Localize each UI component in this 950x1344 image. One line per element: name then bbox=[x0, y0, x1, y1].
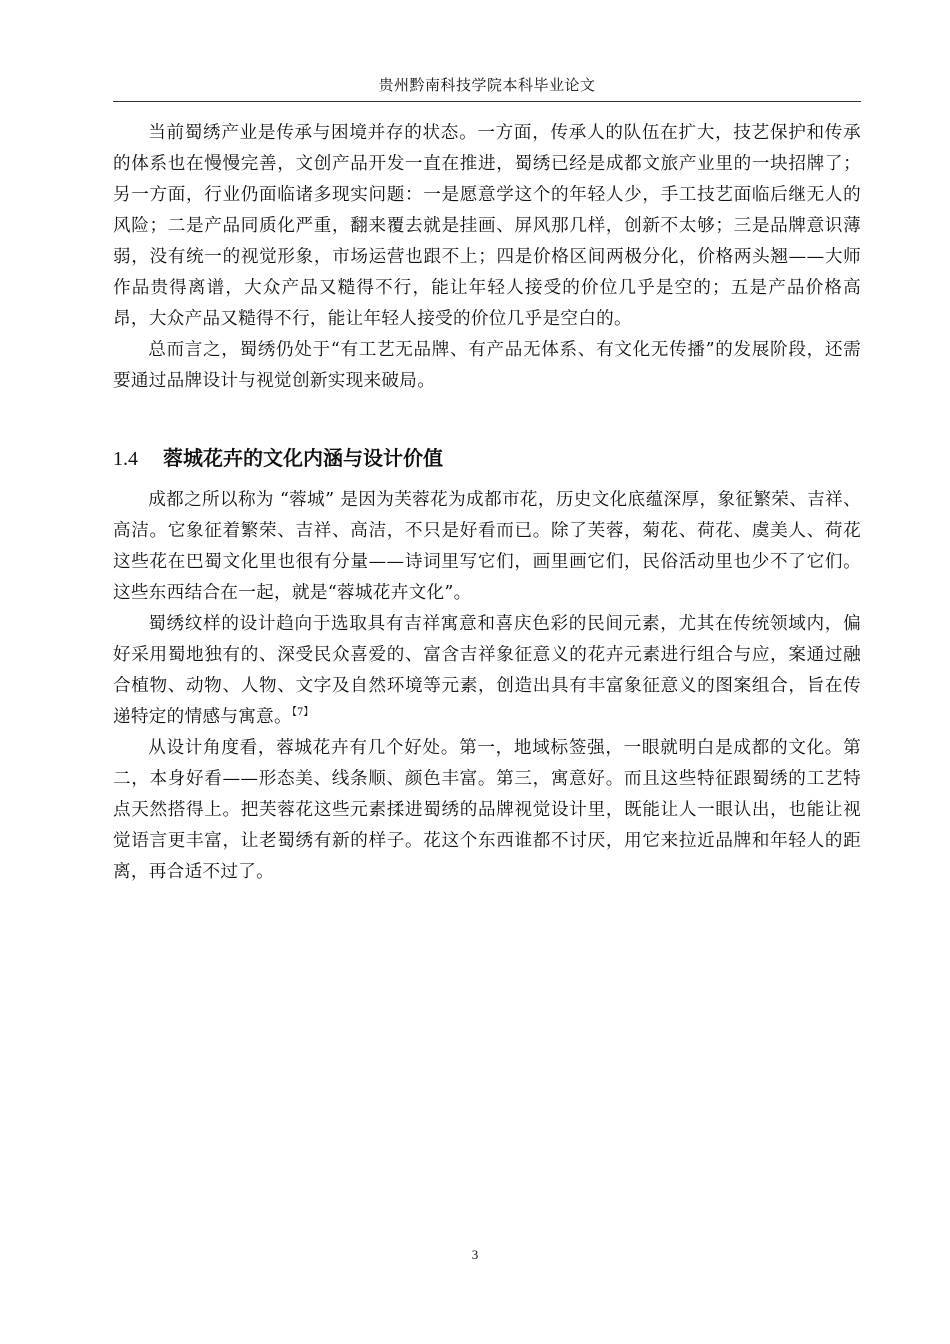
body-paragraph: 总而言之，蜀绣仍处于“有工艺无品牌、有产品无体系、有文化无传播”的发展阶段，还需要通过品牌设计与视觉创新实现来破局。 bbox=[113, 340, 861, 391]
citation-reference: 【7】 bbox=[291, 707, 314, 719]
body-paragraph-text: 蜀绣纹样的设计趋向于选取具有吉祥寓意和喜庆色彩的民间元素，尤其在传统领域内，偏好采用蜀地独有的、深受民众喜爱的、富含吉祥象征意义的花卉元素进行组合与应，案通过融合植物、动物、人物、文字及自然环境等元素，创造出具有丰富象征意义的图案组合，旨在传递特定的情感与寓意。 bbox=[113, 614, 861, 727]
body-paragraph: 从设计角度看，蓉城花卉有几个好处。第一，地域标签强，一眼就明白是成都的文化。第二，本身好看——形态美、线条顺、颜色丰富。第三，寓意好。而且这些特征跟蜀绣的工艺特点天然搭得上。把芙蓉花这些元素揉进蜀绣的品牌视觉设计里，既能让人一眼认出，也能让视觉语言更丰富，让老蜀绣有新的样子。花这个东西谁都不讨厌，用它来拉近品牌和年轻人的距离，再合适不过了。 bbox=[113, 738, 861, 882]
section-title: 蓉城花卉的文化内涵与设计价值 bbox=[163, 446, 443, 470]
section-heading bbox=[113, 441, 861, 476]
body-paragraph: 成都之所以称为 “蓉城” 是因为芙蓉花为成都市花，历史文化底蕴深厚，象征繁荣、吉祥、高洁。它象征着繁荣、吉祥、高洁，不只是好看而已。除了芙蓉，菊花、荷花、虞美人、荷花这些花在巴蜀文化里也很有分量——诗词里写它们，画里画它们，民俗活动里也少不了它们。这些东西结合在一起，就是“蓉城花卉文化”。 bbox=[113, 490, 861, 603]
body-paragraph bbox=[113, 609, 861, 733]
page-number: 3 bbox=[471, 1247, 479, 1262]
header-rule bbox=[113, 101, 861, 102]
section-body bbox=[113, 485, 861, 888]
running-header: 贵州黔南科技学院本科毕业论文 bbox=[378, 76, 596, 94]
previous-section-body bbox=[113, 118, 861, 397]
body-paragraph: 当前蜀绣产业是传承与困境并存的状态。一方面，传承人的队伍在扩大，技艺保护和传承的体系也在慢慢完善，文创产品开发一直在推进，蜀绣已经是成都文旅产业里的一块招牌了；另一方面，行业仍面临诸多现实问题：一是愿意学这个的年轻人少，手工技艺面临后继无人的风险；二是产品同质化严重，翻来覆去就是挂画、屏风那几样，创新不太够；三是品牌意识薄弱，没有统一的视觉形象，市场运营也跟不上；四是价格区间两极分化，价格两头翘——大师作品贵得离谱，大众产品又糙得不行，能让年轻人接受的价位几乎是空的；五是产品价格高昂，大众产品又糙得不行，能让年轻人接受的价位几乎是空白的。 bbox=[113, 123, 861, 329]
section-number: 1.4 bbox=[113, 448, 138, 470]
